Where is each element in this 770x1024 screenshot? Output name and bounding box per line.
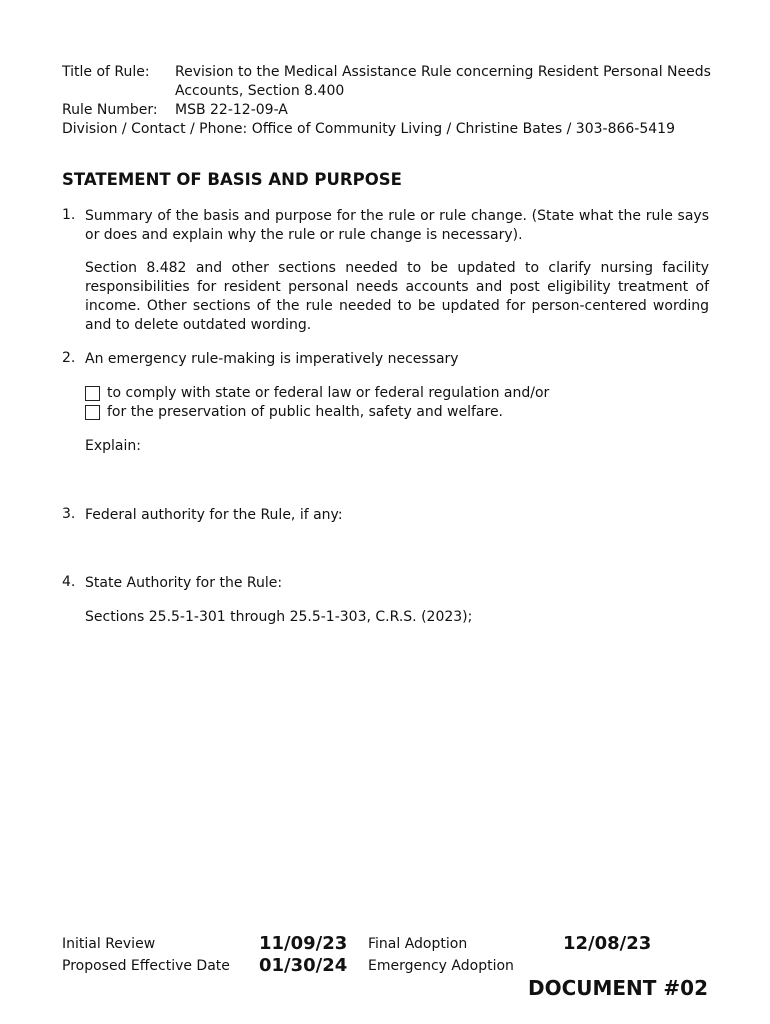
division-contact-row: [62, 120, 675, 138]
title-of-rule-row: [62, 63, 711, 81]
item-3-text: Federal authority for the Rule, if any:: [85, 507, 343, 523]
title-of-rule-value: Revision to the Medical Assistance Rule concerning Resident Personal Needs: [175, 64, 711, 80]
document-number: DOCUMENT #02: [527, 976, 708, 1000]
emergency-option-welfare-label: for the preservation of public health, safety and welfare.: [107, 404, 504, 420]
initial-review-date: 11/09/23: [259, 933, 348, 954]
final-adoption-date: 12/08/23: [563, 933, 652, 954]
item-4-text: State Authority for the Rule:: [85, 575, 283, 591]
emergency-option-law-row[interactable]: [85, 384, 549, 402]
item-4-body: Sections 25.5-1-301 through 25.5-1-303, C.R.S. (2023);: [85, 609, 473, 625]
item-2-text: An emergency rule-making is imperatively necessary: [85, 351, 459, 367]
emergency-option-welfare-row[interactable]: [85, 403, 503, 421]
item-4-number: 4.: [62, 574, 76, 590]
title-of-rule-value-line2: Accounts, Section 8.400: [175, 83, 345, 99]
item-2-number: 2.: [62, 350, 76, 366]
statement-title: STATEMENT OF BASIS AND PURPOSE: [62, 170, 402, 189]
checkbox-icon[interactable]: [85, 386, 100, 401]
item-1-body: Section 8.482 and other sections needed to be updated to clarify nursing facility responsibilities for resident personal needs accounts and post eligibility treatment of income. Other sections of the rule needed to be updated for person-centered wording and to delete outdated wording.: [85, 260, 709, 333]
rule-number-value: MSB 22-12-09-A: [175, 102, 288, 118]
item-3-number: 3.: [62, 506, 76, 522]
emergency-option-law-label: to comply with state or federal law or federal regulation and/or: [107, 385, 550, 401]
rule-number-label: Rule Number:: [62, 102, 158, 118]
title-of-rule-label: Title of Rule:: [62, 64, 150, 80]
final-adoption-label: Final Adoption: [368, 936, 468, 952]
item-2-explain: Explain:: [85, 438, 141, 454]
emergency-adoption-label: Emergency Adoption: [368, 958, 514, 974]
rule-number-row: [62, 101, 288, 119]
item-1-number: 1.: [62, 207, 76, 223]
proposed-effective-label: Proposed Effective Date: [62, 958, 230, 974]
division-contact-label: Division / Contact / Phone:: [62, 121, 248, 137]
proposed-effective-date: 01/30/24: [259, 955, 348, 976]
item-1-text: Summary of the basis and purpose for the rule or rule change. (State what the rule says or does and explain why the rule or rule change is necessary).: [85, 208, 709, 243]
checkbox-icon[interactable]: [85, 405, 100, 420]
division-contact-value: Office of Community Living / Christine Bates / 303-866-5419: [251, 121, 675, 137]
initial-review-label: Initial Review: [62, 936, 156, 952]
